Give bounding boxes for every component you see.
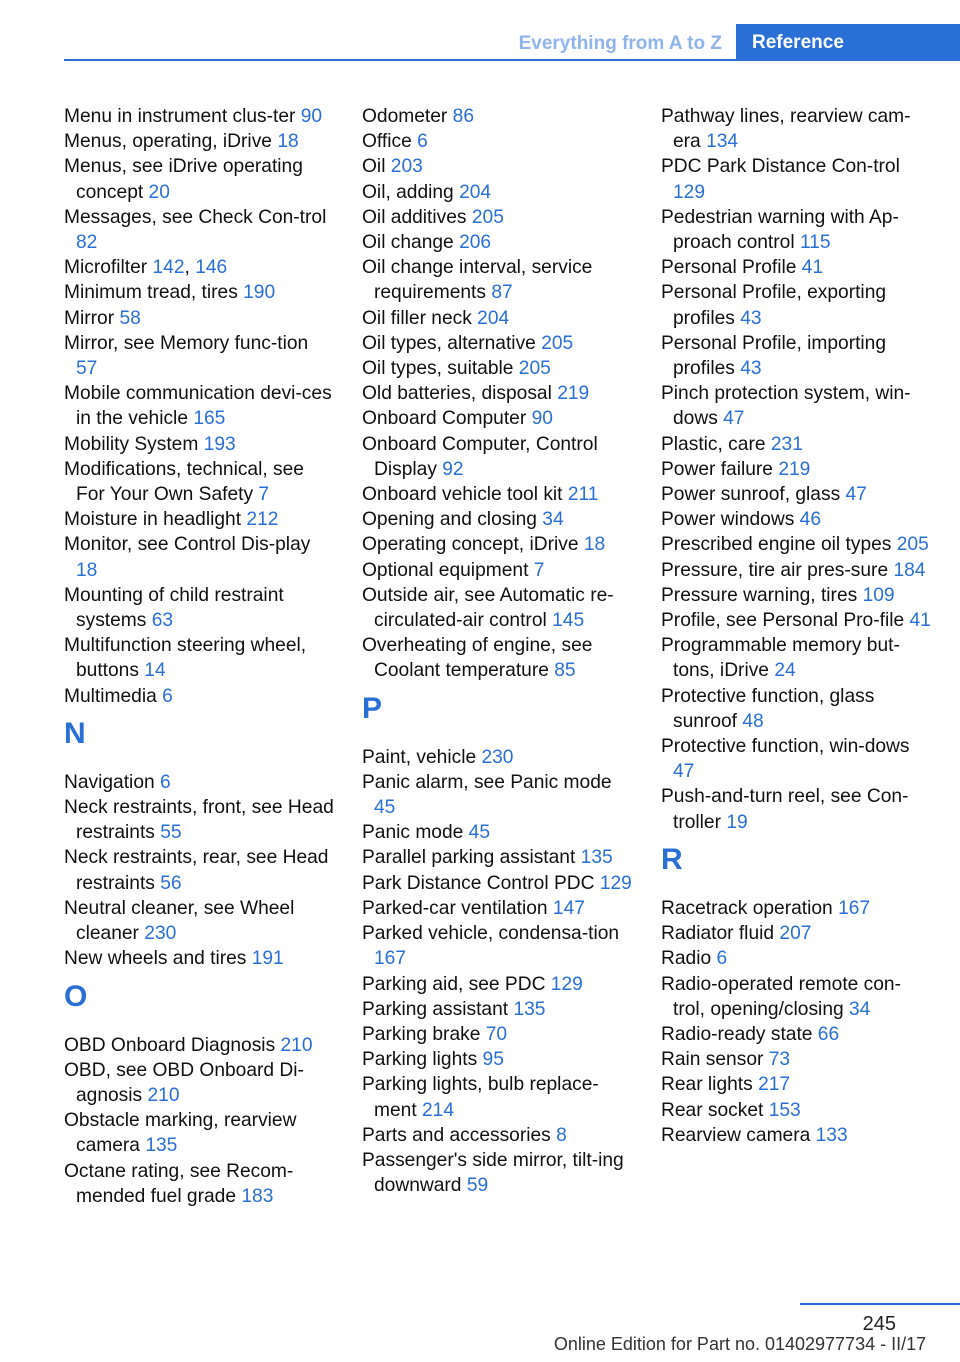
index-entry-text: Menus, see iDrive operating concept <box>64 156 303 203</box>
index-entry-text: Old batteries, disposal <box>362 383 552 405</box>
index-entry-text: Profile, see Personal Pro‐file <box>661 610 905 632</box>
index-entry <box>362 633 632 683</box>
index-entry-text: Rear lights <box>661 1074 753 1096</box>
index-entry <box>661 331 931 381</box>
page-link[interactable]: 210 <box>280 1034 313 1056</box>
index-entry <box>362 104 632 129</box>
index-entry-text: Navigation <box>64 771 155 793</box>
page-link[interactable]: 73 <box>768 1049 791 1071</box>
page-link[interactable]: 6 <box>716 948 728 970</box>
page-link[interactable]: 204 <box>477 307 510 329</box>
index-entry <box>362 1047 632 1072</box>
page-link[interactable]: 129 <box>673 181 706 203</box>
page-link[interactable]: 214 <box>422 1099 455 1121</box>
index-entry-text: Monitor, see Control Dis‐play <box>64 534 311 556</box>
index-entry <box>661 972 931 1022</box>
page-link[interactable]: 90 <box>531 408 553 430</box>
page-link[interactable]: 90 <box>300 106 323 127</box>
page-link[interactable]: 184 <box>893 559 926 581</box>
page-link[interactable]: 153 <box>768 1099 801 1121</box>
index-entry-text: Modifications, technical, see For Your Own Safety <box>64 458 304 506</box>
page-link[interactable]: 43 <box>740 307 762 329</box>
index-entry <box>362 331 632 356</box>
index-entry-text: OBD Onboard Diagnosis <box>64 1034 276 1056</box>
index-entry <box>64 507 334 532</box>
page-link[interactable]: 47 <box>673 761 695 783</box>
index-entry-text: Rearview camera <box>661 1124 811 1146</box>
index-entry-text: Parking lights <box>362 1049 478 1071</box>
index-entry-text: Opening and closing <box>362 509 537 531</box>
index-entry <box>64 1108 334 1158</box>
index-entry <box>362 845 632 870</box>
index-entry-text: New wheels and tires <box>64 948 247 970</box>
index-entry-text: Octane rating, see Recom‐mended fuel grade <box>64 1160 294 1207</box>
footer-edition: Online Edition for Part no. 01402977734 - II/17 <box>553 1334 927 1354</box>
index-entry-text: Overheating of engine, see Coolant temperature <box>362 635 593 682</box>
index-entry-text: Pedestrian warning with Ap‐proach control <box>661 206 899 254</box>
index-entry-text: Radio-operated remote con‐trol, opening/closing <box>661 973 901 1020</box>
index-entry-text: Mobility System <box>64 433 199 455</box>
page-link[interactable]: 203 <box>390 156 423 178</box>
index-entry-text: Rain sensor <box>661 1049 764 1071</box>
index-entry <box>64 633 334 683</box>
page-link[interactable]: 34 <box>542 509 564 531</box>
index-entry-text: Mirror, see Memory func‐tion <box>64 332 309 354</box>
index-entry-text: Passenger's side mirror, tilt‐ing downward <box>362 1149 624 1197</box>
page-link[interactable]: 183 <box>241 1185 274 1207</box>
page-link[interactable]: 147 <box>552 897 585 919</box>
index-entry-text: Parallel parking assistant <box>362 847 576 869</box>
index-entry-text: Moisture in headlight <box>64 509 242 531</box>
page-link[interactable]: 48 <box>742 710 764 732</box>
index-entry-text: Power windows <box>661 509 795 531</box>
index-entry-text: Odometer <box>362 106 448 127</box>
index-entry <box>64 1033 334 1058</box>
page-link[interactable]: 219 <box>557 383 590 405</box>
index-entry <box>64 306 334 331</box>
index-entry-text: Radiator fluid <box>661 923 775 945</box>
page-link[interactable]: 135 <box>580 847 613 869</box>
page-link[interactable]: 20 <box>148 181 170 203</box>
index-entry-text: Multimedia <box>64 685 157 707</box>
index-entry-text: Rear socket <box>661 1099 764 1121</box>
index-entry-text: Power failure <box>661 458 773 480</box>
index-entry-text: Parking brake <box>362 1023 481 1045</box>
section-letter: O <box>64 979 88 1013</box>
index-entry <box>362 896 632 921</box>
index-entry-text: Personal Profile, exporting profiles <box>661 282 887 329</box>
index-entry-text: Onboard Computer, Control Display <box>362 433 598 480</box>
index-entry <box>362 356 632 381</box>
page-link[interactable]: 57 <box>76 358 98 380</box>
page-link[interactable]: 6 <box>417 131 428 153</box>
index-entry <box>64 795 334 845</box>
index-entry-text: Mounting of child restraint systems <box>64 584 284 632</box>
index-entry-text: Office <box>362 131 412 153</box>
index-entry-text: Panic alarm, see Panic mode <box>362 771 612 793</box>
index-entry <box>661 457 931 482</box>
index-entry <box>64 532 334 582</box>
index-entry <box>362 972 632 997</box>
index-entry <box>362 997 632 1022</box>
index-entry <box>661 784 931 834</box>
index-entry <box>362 129 632 154</box>
index-entry-text: Pressure, tire air pres‐sure <box>661 559 889 581</box>
index-entry-text: Racetrack operation <box>661 897 833 919</box>
page-link[interactable]: 165 <box>193 408 226 430</box>
page-link[interactable]: 135 <box>513 998 546 1020</box>
page-link[interactable]: 190 <box>243 282 276 304</box>
header-reference-tab: Reference <box>736 24 960 61</box>
page-link[interactable]: 109 <box>862 584 895 606</box>
page-link[interactable]: 55 <box>160 822 182 844</box>
index-entry-text: Radio <box>661 948 712 970</box>
index-entry <box>362 1123 632 1148</box>
page-link[interactable]: 14 <box>144 660 166 682</box>
page-link[interactable]: 133 <box>815 1124 848 1146</box>
index-entry-text: Pinch protection system, win‐dows <box>661 383 911 430</box>
index-entry <box>64 331 334 381</box>
index-entry-text: Parking assistant <box>362 998 509 1020</box>
page-link[interactable]: 217 <box>758 1074 791 1096</box>
page-number: 245 <box>862 1313 896 1335</box>
index-entry <box>64 104 334 129</box>
page-link[interactable]: 63 <box>151 610 174 632</box>
index-entry-text: Neck restraints, front, see Head restraints <box>64 797 334 844</box>
index-entry-text: Minimum tread, tires <box>64 282 238 304</box>
index-entry-text: Parking aid, see PDC <box>362 973 546 995</box>
index-entry-text: Mirror <box>64 307 115 329</box>
page-link[interactable]: 41 <box>909 610 931 632</box>
index-entry-text: Messages, see Check Con‐trol <box>64 206 327 228</box>
index-entry <box>661 104 931 154</box>
index-entry <box>64 457 334 507</box>
index-entry <box>661 154 931 204</box>
index-entry <box>362 180 632 205</box>
index-entry-text: Menus, operating, iDrive <box>64 131 272 153</box>
page-link[interactable]: 8 <box>556 1124 567 1146</box>
index-entry-text: Panic mode <box>362 822 464 844</box>
index-entry <box>362 770 632 820</box>
index-entry <box>661 558 931 583</box>
index-entry <box>661 608 931 633</box>
page-link[interactable]: 24 <box>774 660 796 682</box>
index-entry-text: Neck restraints, rear, see Head restraints <box>64 847 329 894</box>
section-letter: R <box>661 842 683 876</box>
page-link[interactable]: 207 <box>779 923 812 945</box>
index-entry <box>64 280 334 305</box>
index-entry <box>362 154 632 179</box>
index-entry-text: Protective function, win‐dows <box>661 736 910 758</box>
page-link[interactable]: 18 <box>583 534 606 556</box>
page-link[interactable]: 7 <box>258 484 270 506</box>
index-entry-text: Park Distance Control PDC <box>362 872 595 894</box>
page-link[interactable]: 191 <box>251 948 284 970</box>
index-entry <box>362 558 632 583</box>
index-entry <box>64 205 334 255</box>
page-link[interactable]: 205 <box>541 332 574 354</box>
index-entry <box>661 734 931 784</box>
index-entry-text: Outside air, see Automatic re‐circulated-air control <box>362 584 614 632</box>
page-link[interactable]: 115 <box>799 232 831 254</box>
index-entry <box>362 432 632 482</box>
page-link[interactable]: 129 <box>599 872 632 894</box>
index-entry <box>661 583 931 608</box>
page-link[interactable]: 59 <box>466 1175 489 1197</box>
index-entry-text: Oil types, suitable <box>362 358 514 380</box>
index-entry-text: Onboard vehicle tool kit <box>362 484 563 506</box>
index-entry-text: PDC Park Distance Con‐trol <box>661 156 900 178</box>
page-link[interactable]: 212 <box>246 509 279 531</box>
page-link[interactable]: 142 <box>152 257 185 279</box>
header-section-title: Everything from A to Z <box>518 33 722 54</box>
index-entry-text: Programmable memory but‐tons, iDrive <box>661 635 900 682</box>
page-link[interactable]: 45 <box>468 822 491 844</box>
page-link[interactable]: 82 <box>76 232 98 254</box>
page-link[interactable]: 204 <box>459 181 492 203</box>
index-entry-text: Personal Profile, importing profiles <box>661 332 887 380</box>
index-entry <box>661 205 931 255</box>
page-link[interactable]: 70 <box>485 1023 508 1045</box>
index-entry <box>661 1022 931 1047</box>
page-link[interactable]: 19 <box>726 811 748 833</box>
index-entry <box>362 406 632 431</box>
page-link[interactable]: 193 <box>203 433 236 455</box>
index-entry <box>64 1058 334 1108</box>
page-link[interactable]: 56 <box>160 872 182 894</box>
page-link[interactable]: 6 <box>160 771 171 793</box>
page-link[interactable]: 45 <box>374 797 396 819</box>
index-entry <box>64 896 334 946</box>
index-entry-text: Neutral cleaner, see Wheel cleaner <box>64 897 295 945</box>
index-entry <box>64 432 334 457</box>
index-entry <box>362 255 632 305</box>
index-entry-text: Obstacle marking, rearview camera <box>64 1110 297 1157</box>
index-entry-text: Personal Profile <box>661 257 797 279</box>
index-entry: Microfilter 142, 146 <box>64 257 228 279</box>
index-entry-text: Parts and accessories <box>362 1124 551 1146</box>
page-link[interactable]: 205 <box>518 358 551 380</box>
index-entry-text: Oil additives <box>362 206 467 228</box>
page-link[interactable]: 18 <box>277 131 299 153</box>
index-entry <box>661 507 931 532</box>
index-entry <box>362 583 632 633</box>
index-entry <box>661 1098 931 1123</box>
page-link[interactable]: 134 <box>706 131 739 153</box>
index-entry-text: Parking lights, bulb replace‐ment <box>362 1074 599 1121</box>
index-entry <box>661 946 931 971</box>
index-entry <box>64 684 334 709</box>
page-link[interactable]: 66 <box>817 1023 840 1045</box>
page-link[interactable]: 85 <box>554 660 576 682</box>
index-entry <box>362 482 632 507</box>
index-entry <box>64 154 334 204</box>
page-link[interactable]: 7 <box>533 559 545 581</box>
index-entry <box>661 1123 931 1148</box>
page-link[interactable]: 46 <box>799 509 821 531</box>
index-entry <box>64 770 334 795</box>
index-entry <box>64 946 334 971</box>
index-entry-text: Operating concept, iDrive <box>362 534 579 556</box>
page-link[interactable]: 146 <box>195 257 228 279</box>
index-entry-text: Pressure warning, tires <box>661 584 858 606</box>
index-entry <box>661 1047 931 1072</box>
index-entry <box>661 482 931 507</box>
index-entry-text: OBD, see OBD Onboard Di‐agnosis <box>64 1059 304 1106</box>
footer-rule <box>800 1303 960 1305</box>
index-entry <box>64 583 334 633</box>
index-entry <box>362 921 632 971</box>
index-entry <box>661 532 931 557</box>
index-entry <box>661 280 931 330</box>
index-entry-text: Paint, vehicle <box>362 746 477 768</box>
index-entry <box>661 381 931 431</box>
page-link[interactable]: 47 <box>845 484 867 506</box>
page-link[interactable]: 167 <box>374 948 407 970</box>
index-entry-text: Prescribed engine oil types <box>661 534 892 556</box>
index-entry <box>362 871 632 896</box>
index-column-3 <box>661 104 931 1148</box>
page-link[interactable]: 219 <box>778 458 811 480</box>
index-entry-text: Parked vehicle, condensa‐tion <box>362 923 620 945</box>
index-entry-text: Mobile communication devi‐ces in the vehicle <box>64 383 332 430</box>
page-link[interactable]: 145 <box>552 610 585 632</box>
index-entry <box>362 306 632 331</box>
index-column-1 <box>64 104 334 1209</box>
index-entry <box>661 684 931 734</box>
index-entry <box>64 129 334 154</box>
page-link[interactable]: 18 <box>76 559 98 581</box>
index-entry-text: Protective function, glass sunroof <box>661 685 875 732</box>
index-entry <box>64 1159 334 1209</box>
index-entry <box>661 921 931 946</box>
index-entry <box>362 381 632 406</box>
index-entry <box>661 432 931 457</box>
section-letter: P <box>362 691 383 725</box>
index-entry-text: Pathway lines, rearview cam‐era <box>661 106 911 153</box>
index-entry <box>362 1072 632 1122</box>
index-entry-text: Push-and-turn reel, see Con‐troller <box>661 786 909 833</box>
index-entry-text: Menu in instrument clus‐ter <box>64 106 296 127</box>
page-link[interactable]: 167 <box>838 897 871 919</box>
page-link[interactable]: 87 <box>491 282 513 304</box>
page-link[interactable]: 47 <box>723 408 745 430</box>
page-link[interactable]: 95 <box>482 1049 504 1071</box>
page-link[interactable]: 230 <box>144 923 177 945</box>
page-link[interactable]: 41 <box>801 257 824 279</box>
page-link[interactable]: 211 <box>567 484 599 506</box>
index-entry <box>362 507 632 532</box>
index-entry-text: Radio-ready state <box>661 1023 813 1045</box>
index-entry-text: Multifunction steering wheel, buttons <box>64 635 307 682</box>
index-entry <box>362 745 632 770</box>
page-link[interactable]: 34 <box>849 998 871 1020</box>
page-link[interactable]: 206 <box>459 232 492 254</box>
index-entry-text: Microfilter <box>64 257 148 279</box>
index-entry <box>661 1072 931 1097</box>
page-link[interactable]: 92 <box>442 458 464 480</box>
index-entry <box>362 820 632 845</box>
page-link[interactable]: 135 <box>145 1135 178 1157</box>
index-entry <box>362 1148 632 1198</box>
index-entry-text: Oil, adding <box>362 181 454 203</box>
index-entry <box>64 381 334 431</box>
page-link[interactable]: 58 <box>119 307 141 329</box>
index-entry-text: Oil <box>362 156 386 178</box>
page-link[interactable]: 6 <box>162 685 173 707</box>
page-link[interactable]: 205 <box>471 206 504 228</box>
index-entry <box>661 255 931 280</box>
index-entry <box>362 532 632 557</box>
index-entry-text: Plastic, care <box>661 433 766 455</box>
index-entry-text: Oil types, alternative <box>362 332 536 354</box>
index-entry <box>661 633 931 683</box>
index-entry-text: Oil filler neck <box>362 307 472 329</box>
page-link[interactable]: 43 <box>740 358 762 380</box>
index-entry <box>362 205 632 230</box>
index-entry-text: Parked-car ventilation <box>362 897 548 919</box>
page-link[interactable]: 210 <box>147 1084 180 1106</box>
index-entry-text: Onboard Computer <box>362 408 527 430</box>
index-entry-text: Optional equipment <box>362 559 529 581</box>
index-entry-text: Oil change <box>362 232 454 254</box>
section-letter: N <box>64 716 86 750</box>
page-link[interactable]: 205 <box>896 534 929 556</box>
index-entry-text: Oil change interval, service requirements <box>362 257 593 304</box>
page-link[interactable]: 129 <box>550 973 583 995</box>
page-link[interactable]: 230 <box>481 746 514 768</box>
index-entry <box>64 845 334 895</box>
page-link[interactable]: 231 <box>770 433 803 455</box>
index-column-2 <box>362 104 632 1198</box>
index-entry <box>362 230 632 255</box>
index-entry-text: Power sunroof, glass <box>661 484 841 506</box>
index-entry <box>362 1022 632 1047</box>
page-link[interactable]: 86 <box>452 106 475 127</box>
index-entry <box>661 896 931 921</box>
